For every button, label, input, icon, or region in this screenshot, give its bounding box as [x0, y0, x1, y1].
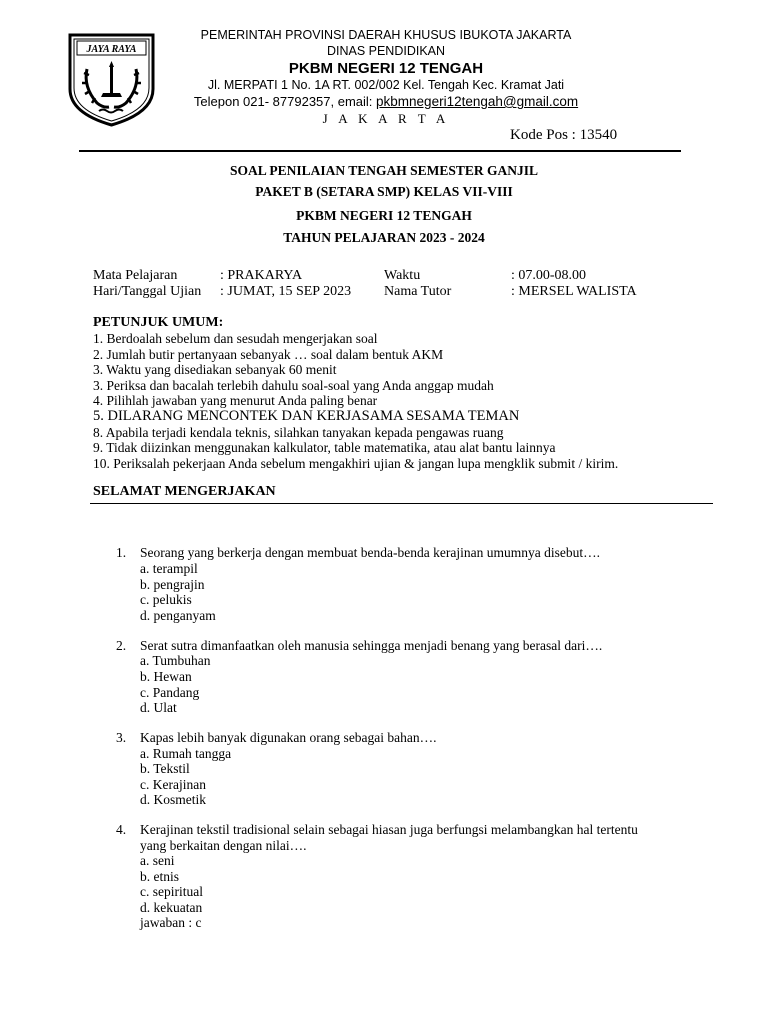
- date-value: : JUMAT, 15 SEP 2023: [220, 284, 352, 299]
- letterhead-school-name: PKBM NEGERI 12 TENGAH: [288, 60, 484, 77]
- exam-title: SOAL PENILAIAN TENGAH SEMESTER GANJIL: [229, 163, 539, 178]
- exam-package: PAKET B (SETARA SMP) KELAS VII-VIII: [255, 184, 513, 199]
- question-text: Seorang yang berkerja dengan membuat benda-benda kerajinan umumnya disebut….: [140, 545, 600, 560]
- instruction-item: 2. Jumlah butir pertanyaan sebanyak … soal dalam bentuk AKM: [93, 346, 444, 362]
- letterhead-divider: [79, 150, 681, 152]
- instruction-item: 10. Periksalah pekerjaan Anda sebelum mengakhiri ujian & jangan lupa mengklik submit / kirim.: [93, 455, 619, 471]
- answer-option[interactable]: b. Tekstil: [140, 761, 190, 776]
- tutor-label: Nama Tutor: [384, 284, 452, 299]
- subject-label: Mata Pelajaran: [93, 268, 178, 283]
- question-number: 2.: [116, 638, 127, 653]
- question-text: Kerajinan tekstil tradisional selain sebagai hiasan juga berfungsi melambangkan hal tertentu: [140, 822, 638, 837]
- phone-text: Telepon 021- 87792357, email:: [193, 94, 377, 109]
- postal-code: Kode Pos : 13540: [510, 127, 618, 143]
- instruction-item: 8. Apabila terjadi kendala teknis, silahkan tanyakan kepada pengawas ruang: [93, 424, 504, 440]
- instruction-item: 5. DILARANG MENCONTEK DAN KERJASAMA SESAMA TEMAN: [93, 407, 520, 424]
- letterhead-address: Jl. MERPATI 1 No. 1A RT. 002/002 Kel. Tengah Kec. Kramat Jati: [207, 78, 565, 92]
- email-link[interactable]: pkbmnegeri12tengah@gmail.com: [376, 94, 579, 109]
- answer-key: jawaban : c: [140, 915, 202, 930]
- answer-option[interactable]: d. Kosmetik: [140, 792, 206, 807]
- letterhead-city: J A K A R T A: [322, 111, 450, 126]
- instructions-heading: PETUNJUK UMUM:: [93, 315, 224, 330]
- answer-option[interactable]: a. seni: [140, 853, 175, 868]
- answer-option[interactable]: c. Kerajinan: [140, 777, 206, 792]
- time-label: Waktu: [384, 268, 421, 283]
- answer-option[interactable]: c. pelukis: [140, 592, 192, 607]
- instruction-item: 3. Periksa dan bacalah terlebih dahulu soal-soal yang Anda anggap mudah: [93, 377, 494, 393]
- time-value: : 07.00-08.00: [511, 268, 587, 283]
- exam-school: PKBM NEGERI 12 TENGAH: [296, 208, 472, 223]
- question-number: 1.: [116, 545, 127, 560]
- instruction-item: 4. Pilihlah jawaban yang menurut Anda paling benar: [93, 393, 378, 409]
- answer-option[interactable]: a. terampil: [140, 561, 198, 576]
- answer-option[interactable]: c. sepiritual: [140, 884, 203, 899]
- closing-text: SELAMAT MENGERJAKAN: [93, 484, 276, 499]
- answer-option[interactable]: d. kekuatan: [140, 900, 203, 915]
- answer-option[interactable]: b. etnis: [140, 869, 179, 884]
- answer-option[interactable]: d. penganyam: [140, 608, 216, 623]
- instruction-item: 9. Tidak diizinkan menggunakan kalkulator, table matematika, atau alat bantu lainnya: [93, 440, 556, 456]
- question-text: Kapas lebih banyak digunakan orang sebagai bahan….: [140, 730, 437, 745]
- question-number: 4.: [116, 822, 127, 837]
- question-text: yang berkaitan dengan nilai….: [140, 838, 307, 853]
- letterhead-government: PEMERINTAH PROVINSI DAERAH KHUSUS IBUKOTA JAKARTA: [200, 28, 572, 42]
- subject-value: : PRAKARYA: [220, 268, 303, 283]
- instruction-item: 3. Waktu yang disediakan sebanyak 60 menit: [93, 362, 337, 378]
- section-divider: [90, 503, 713, 504]
- answer-option[interactable]: b. pengrajin: [140, 577, 205, 592]
- instructions-list: [93, 331, 618, 471]
- logo-text: JAYA RAYA: [86, 44, 137, 55]
- letterhead-department: DINAS PENDIDIKAN: [326, 44, 446, 58]
- instruction-item: 1. Berdoalah sebelum dan sesudah mengerjakan soal: [93, 331, 378, 346]
- letterhead-contact: [150, 94, 622, 109]
- jakarta-emblem-logo: [67, 31, 156, 127]
- question-text: Serat sutra dimanfaatkan oleh manusia sehingga menjadi benang yang berasal dari….: [140, 638, 603, 653]
- tutor-value: : MERSEL WALISTA: [511, 284, 637, 299]
- answer-option[interactable]: a. Tumbuhan: [140, 653, 211, 668]
- exam-year: TAHUN PELAJARAN 2023 - 2024: [283, 230, 485, 245]
- answer-option[interactable]: a. Rumah tangga: [140, 746, 232, 761]
- answer-option[interactable]: b. Hewan: [140, 669, 192, 684]
- question-number: 3.: [116, 730, 127, 745]
- answer-option[interactable]: d. Ulat: [140, 700, 177, 715]
- date-label: Hari/Tanggal Ujian: [93, 284, 202, 299]
- answer-option[interactable]: c. Pandang: [140, 685, 200, 700]
